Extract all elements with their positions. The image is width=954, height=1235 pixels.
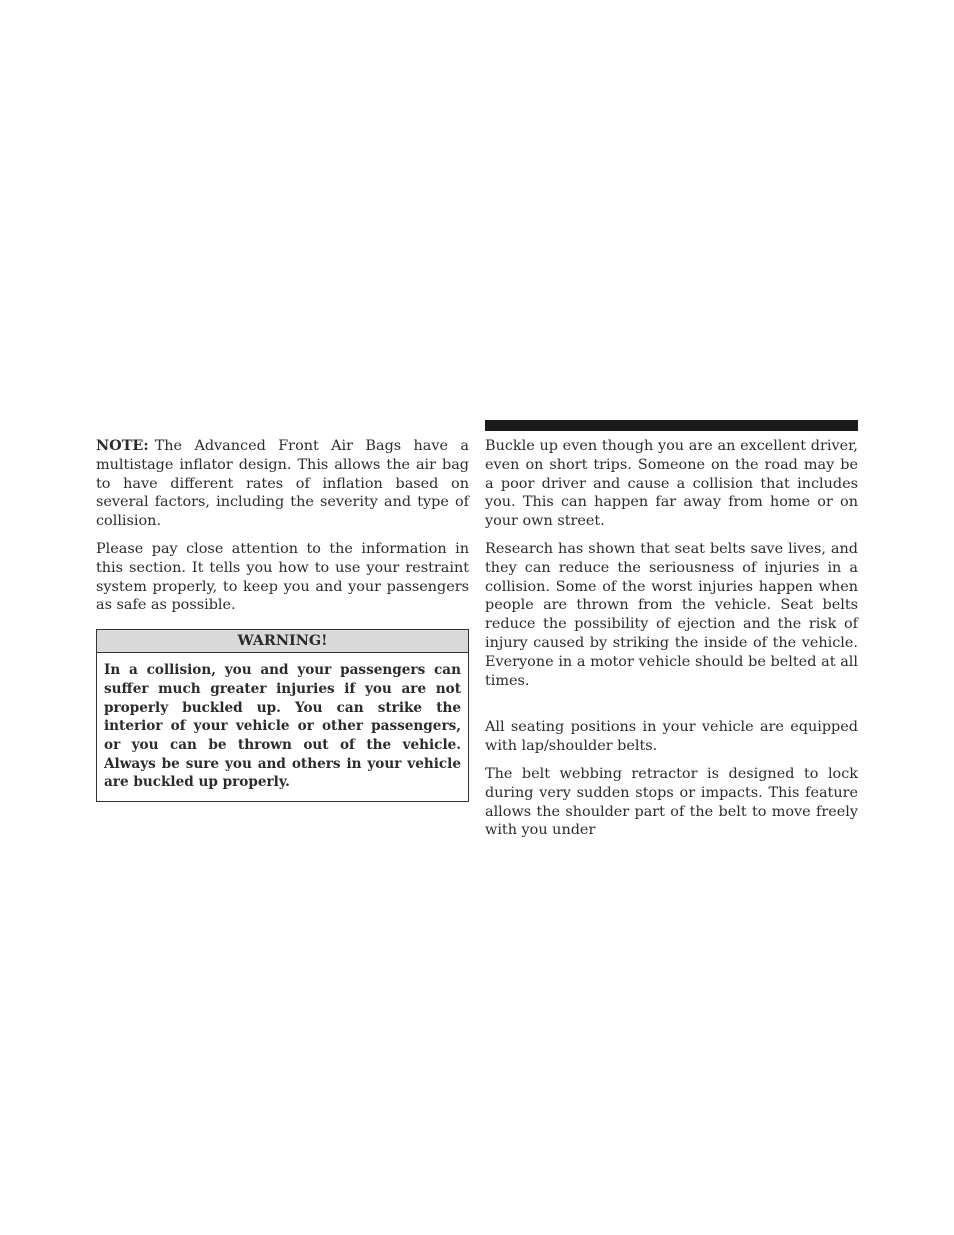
retractor-paragraph: The belt webbing retractor is designed to lock during very sudden stops or impacts. This feature allows the shoulder part of the belt to move freely with you under	[485, 765, 858, 839]
warning-title: WARNING!	[97, 630, 468, 653]
warning-box	[96, 629, 469, 802]
research-paragraph: Research has shown that seat belts save lives, and they can reduce the seriousness of injuries in a collision. Some of the worst injuries happen when people are thrown from the vehicle. Seat belts reduce the possibility of ejection and the risk of injury caused by striking the inside of the vehicle. Everyone in a motor vehicle should be belted at all times.	[485, 540, 858, 689]
note-label: NOTE:	[96, 437, 149, 454]
left-column	[96, 437, 469, 802]
warning-body: In a collision, you and your passengers can suffer much greater injuries if you are not properly buckled up. You can strike the interior of your vehicle or other passengers, or you can be thrown out of the vehicle. Always be sure you and others in your vehicle are buckled up properly.	[104, 662, 461, 791]
buckle-up-paragraph: Buckle up even though you are an excellent driver, even on short trips. Someone on the road may be a poor driver and cause a collision that includes you. This can happen far away from home or on your own street.	[485, 438, 858, 530]
note-text: The Advanced Front Air Bags have a multistage inflator design. This allows the air bag to have different rates of inflation based on several factors, including the severity and type of collision.	[96, 438, 469, 530]
section-gap	[485, 699, 858, 718]
note-paragraph	[96, 437, 469, 531]
section-header-bar	[485, 420, 858, 431]
seating-positions-paragraph: All seating positions in your vehicle are equipped with lap/shoulder belts.	[485, 719, 858, 755]
intro-paragraph: Please pay close attention to the information in this section. It tells you how to use your restraint system properly, to keep you and your passengers as safe as possible.	[96, 540, 469, 614]
right-column	[485, 437, 858, 849]
